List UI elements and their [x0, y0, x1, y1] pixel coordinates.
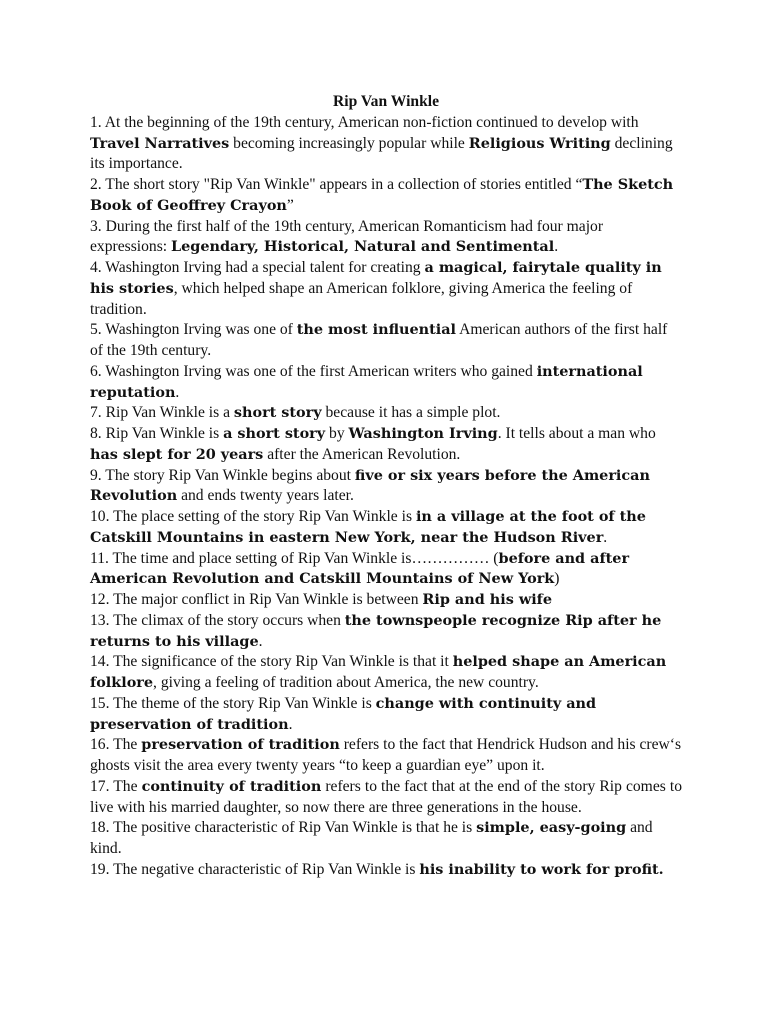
note-item-14	[90, 652, 682, 694]
bold-phrase: a short story	[223, 425, 326, 442]
bold-phrase: Legendary, Historical, Natural and Sentimental	[171, 238, 555, 256]
note-item-9	[90, 466, 682, 508]
text-run: 11. The time and place setting of Rip Van Winkle is…………… (	[90, 549, 499, 567]
notes-list	[90, 113, 682, 881]
document-page	[90, 92, 682, 881]
text-run: 16. The	[90, 736, 142, 754]
text-run: 9. The story Rip Van Winkle begins about	[90, 466, 355, 484]
text-run: because it has a simple plot.	[321, 404, 501, 422]
text-run: 4. Washington Irving had a special talent for creating	[90, 259, 425, 276]
bold-phrase: preservation of tradition	[141, 736, 340, 754]
bold-phrase: his inability to work for profit.	[419, 860, 664, 878]
note-item-19	[90, 860, 682, 881]
text-run: 14. The significance of the story Rip Van Winkle is that it	[90, 653, 453, 671]
text-run: 15. The theme of the story Rip Van Winkle is	[90, 694, 376, 712]
text-run: and ends twenty years later.	[177, 487, 354, 505]
text-run: 18. The positive characteristic of Rip Van Winkle is that he is	[90, 819, 477, 837]
note-item-16	[90, 735, 682, 777]
bold-phrase: international reputation	[90, 362, 643, 401]
bold-phrase: short story	[233, 404, 322, 422]
bold-phrase: change with continuity and preservation of tradition	[90, 694, 597, 733]
text-run: 3. During the first half of the 19th century, American Romanticism had four major expressions:	[90, 217, 604, 256]
text-run: 2. The short story "Rip Van Winkle" appears in a collection of stories entitled “	[90, 176, 583, 193]
bold-phrase: has slept for 20 years	[90, 445, 264, 463]
bold-phrase: the most influential	[296, 321, 457, 339]
text-run: 6. Washington Irving was one of the first American writers who gained	[90, 362, 537, 380]
bold-phrase: Travel Narratives	[90, 134, 230, 152]
bold-phrase: Rip and his wife	[422, 591, 553, 608]
bold-phrase: simple, easy-going	[476, 819, 627, 837]
text-run: )	[554, 570, 560, 588]
note-item-13	[90, 611, 682, 653]
note-item-10	[90, 507, 682, 549]
text-run: .	[175, 383, 180, 401]
bold-phrase: in a village at the foot of the Catskill Mountains in eastern New York, near the Hudson River	[90, 508, 646, 546]
bold-phrase: a magical, fairytale quality in his stories	[90, 259, 662, 297]
note-item-17	[90, 777, 682, 819]
text-run: refers to the fact that Hendrick Hudson and his crew‘s ghosts visit the area every twenty years “to keep a guardian eye” upon it.	[90, 736, 682, 774]
note-item-8	[90, 424, 682, 466]
bold-phrase: before and after American Revolution and Catskill Mountains of New York	[90, 549, 630, 588]
text-run: ”	[286, 196, 294, 214]
note-item-5	[90, 320, 682, 362]
bold-phrase: helped shape an American folklore	[90, 653, 667, 691]
note-item-7	[90, 403, 682, 424]
text-run: 8. Rip Van Winkle is	[90, 425, 224, 442]
text-run: , giving a feeling of tradition about America, the new country.	[153, 674, 539, 691]
text-run: 17. The	[90, 777, 142, 795]
note-item-18	[90, 818, 682, 860]
text-run: American authors of the first half of the 19th century.	[90, 321, 668, 359]
text-run: .	[554, 238, 559, 256]
bold-phrase: the townspeople recognize Rip after he returns to his village	[90, 611, 662, 650]
text-run: by	[325, 425, 349, 442]
bold-phrase: five or six years before the American Revolution	[90, 466, 650, 505]
text-run: 13. The climax of the story occurs when	[90, 611, 345, 629]
bold-phrase: The Sketch Book of Geoffrey Crayon	[90, 176, 674, 214]
note-item-3	[90, 217, 682, 259]
text-run: declining its importance.	[90, 134, 673, 173]
document-title: Rip Van Winkle	[332, 93, 440, 110]
note-item-11	[90, 549, 682, 591]
note-item-2	[90, 175, 682, 217]
text-run: .	[288, 715, 293, 733]
text-run: .	[258, 632, 263, 650]
text-run: 12. The major conflict in Rip Van Winkle is between	[90, 591, 423, 608]
text-run: 5. Washington Irving was one of	[90, 321, 297, 339]
note-item-6	[90, 362, 682, 404]
note-item-4	[90, 258, 682, 320]
text-run: . It tells about a man who	[497, 425, 656, 442]
text-run: refers to the fact that at the end of the story Rip comes to live with his married daughter, so now there are three generations in the house.	[90, 777, 682, 816]
text-run: after the American Revolution.	[263, 445, 461, 463]
text-run: .	[603, 528, 608, 546]
note-item-15	[90, 694, 682, 736]
text-run: 1. At the beginning of the 19th century, American non-fiction continued to develop with	[90, 113, 639, 131]
text-run: 10. The place setting of the story Rip Van Winkle is	[90, 508, 416, 525]
text-run: 7. Rip Van Winkle is a	[90, 404, 234, 422]
bold-phrase: Washington Irving	[348, 425, 498, 442]
text-run: 19. The negative characteristic of Rip Van Winkle is	[90, 860, 420, 878]
bold-phrase: continuity of tradition	[141, 777, 322, 795]
text-run: , which helped shape an American folklore, giving America the feeling of tradition.	[90, 279, 633, 318]
note-item-12	[90, 590, 682, 611]
text-run: and kind.	[90, 819, 653, 857]
bold-phrase: Religious Writing	[468, 134, 611, 152]
text-run: becoming increasingly popular while	[229, 134, 469, 152]
note-item-1	[90, 113, 682, 175]
